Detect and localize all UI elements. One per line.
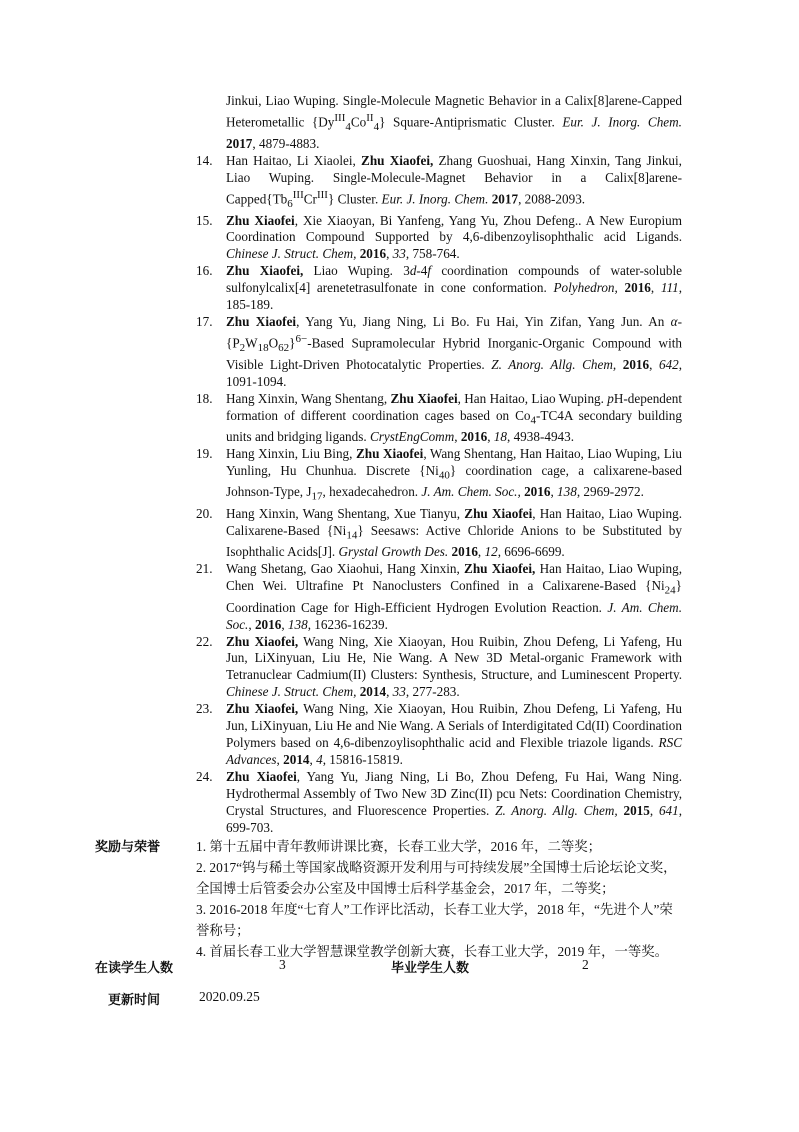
- award-item: 1. 第十五届中青年教师讲课比赛，长春工业大学，2016 年，二等奖；: [196, 839, 602, 854]
- publication-citation: Hang Xinxin, Wang Shentang, Zhu Xiaofei, Han Haitao, Liao Wuping. pH-dependent formation of different coordination cages based on $Co_4-TC4A$ secondary building units and bridging ligands. CrystEngComm, 2016, 18, 4938-4943.: [226, 390, 682, 445]
- current-students-value: 3: [279, 957, 286, 972]
- publication-item: [196, 391, 682, 446]
- publication-item: [196, 263, 682, 314]
- publication-item: [196, 314, 682, 391]
- publication-citation: Hang Xinxin, Liu Bing, Zhu Xiaofei, Wang Shentang, Han Haitao, Liao Wuping, Liu Yunling, Hu Chunhua. Discrete $\{Ni_{40}\}$ coordination cage, a calixarene-based Johnson-Type, $J_{17}$, hexadecahedron. J. Am. Chem. Soc., 2016, 138, 2969-2972.: [226, 445, 683, 504]
- publication-number: 15.: [196, 212, 213, 228]
- publication-citation: Zhu Xiaofei, Yang Yu, Jiang Ning, Li Bo, Zhou Defeng, Fu Hai, Wang Ning. Hydrothermal Assembly of Two New 3D Zinc(II) pcu Nets: Coordination Chemistry, Crystal Structures, and Fluorescence Properties. Z. Anorg. Allg. Chem, 2015, 641, 699-703.: [226, 768, 683, 835]
- publication-item: [196, 561, 682, 633]
- publication-citation: Zhu Xiaofei, Liao Wuping. 3d-4f coordination compounds of water-soluble sulfonylcalix[4] arenetetrasulfonate in cone conformation. Polyhedron, 2016, 111, 185-189.: [226, 263, 683, 313]
- publication-citation: Han Haitao, Li Xiaolei, Zhu Xiaofei, Zhang Guoshuai, Hang Xinxin, Tang Jinkui, Liao Wuping. Single-Molecule-Magnet Behavior in a $Calix[8]arene-Capped\{Tb_6^{III}Cr^{III}\}$ Cluster. Eur. J. Inorg. Chem. 2017, 2088-2093.: [226, 152, 682, 210]
- publication-item: [196, 701, 682, 769]
- publication-citation: Zhu Xiaofei, Wang Ning, Xie Xiaoyan, Hou Ruibin, Zhou Defeng, Li Yafeng, Hu Jun, LiXinyuan, Liu He and Nie Wang. A Serials of Interdigitated Cd(II) Coordination Polymers based on 4,6-dibenzoylisophthalic acid and Flexible triazole ligands. RSC Advances, 2014, 4, 15816-15819.: [226, 701, 682, 767]
- publication-list: [196, 93, 682, 836]
- publication-item: [196, 93, 682, 153]
- publication-number: 18.: [196, 390, 213, 406]
- publication-number: 20.: [196, 505, 213, 521]
- publication-item: [196, 634, 682, 702]
- publication-item: [196, 213, 682, 264]
- publication-number: 22.: [196, 633, 213, 649]
- publication-number: 21.: [196, 561, 213, 577]
- publication-number: 19.: [196, 445, 213, 461]
- update-time-label: 更新时间: [108, 993, 161, 1008]
- publication-citation: Zhu Xiaofei, Xie Xiaoyan, Bi Yanfeng, Yang Yu, Zhou Defeng.. A New Europium Coordination Compound Supported by 4,6-dibenzoylisophthalic acid Ligands. Chinese J. Struct. Chem, 2016, 33, 758-764.: [226, 212, 682, 262]
- publication-citation: Zhu Xiaofei, Wang Ning, Xie Xiaoyan, Hou Ruibin, Zhou Defeng, Li Yafeng, Hu Jun, LiXinyuan, Liu He, Nie Wang. A New 3D Metal-organic Framework with Tetranuclear Cadmium(II) Clusters: Synthesis, Structure, and Luminescent Property. Chinese J. Struct. Chem, 2014, 33, 277-283.: [226, 633, 682, 700]
- publication-number: 23.: [196, 701, 213, 717]
- publication-item: [196, 506, 682, 561]
- graduated-students-value: 2: [582, 957, 589, 972]
- publication-citation: Hang Xinxin, Wang Shentang, Xue Tianyu, Zhu Xiaofei, Han Haitao, Liao Wuping. Calixarene-Based $\{Ni_{14}\}$ Seesaws: Active Chloride Anions to be Substituted by Isophthalic Acids[J]. Grystal Growth Des. 2016, 12, 6696-6699.: [226, 505, 683, 560]
- publication-item: [196, 446, 682, 506]
- graduated-students-label: 毕业学生人数: [391, 961, 470, 976]
- awards-list: [196, 836, 686, 962]
- publication-citation: Wang Shetang, Gao Xiaohui, Hang Xinxin, Zhu Xiaofei, Han Haitao, Liao Wuping, Chen Wei. Ultrafine Pt Nanoclusters Confined in a Calixarene-Based $\{Ni_{24}\}$ Coordination Cage for High-Efficient Hydrogen Evolution Reaction. J. Am. Chem. Soc., 2016, 138, 16236-16239.: [226, 561, 682, 632]
- award-item: 3. 2016-2018 年度“七育人”工作评比活动，长春工业大学，2018 年，“先进个人”荣誉称号；: [196, 902, 673, 938]
- publication-number: 16.: [196, 263, 213, 279]
- award-item: 4. 首届长春工业大学智慧课堂教学创新大赛，长春工业大学，2019 年，一等奖。: [196, 944, 669, 959]
- publication-number: 17.: [196, 313, 213, 329]
- update-time-value: 2020.09.25: [199, 989, 260, 1004]
- publication-citation: Zhu Xiaofei, Yang Yu, Jiang Ning, Li Bo. Fu Hai, Yin Zifan, Yang Jun. An $\alpha-\{P_2W_{18}O_{62}\}^{6-}$-Based Supramolecular Hybrid Inorganic-Organic Compound with Visible Light-Driven Photocatalytic Properties. Z. Anorg. Allg. Chem, 2016, 642, 1091-1094.: [226, 313, 683, 389]
- publication-citation: Jinkui, Liao Wuping. Single-Molecule Magnetic Behavior in a Calix[8]arene-Capped Heterometallic $\{Dy^{III}_4Co^{II}_4\}$ Square-Antiprismatic Cluster. Eur. J. Inorg. Chem. 2017, 4879-4883.: [226, 93, 682, 151]
- award-item: 2. 2017“钨与稀土等国家战略资源开发利用与可持续发展”全国博士后论坛论文奖，全国博士后管委会办公室及中国博士后科学基金会，2017 年，二等奖；: [196, 860, 677, 896]
- publication-number: 14.: [196, 152, 213, 168]
- publication-item: [196, 769, 682, 837]
- publication-item: [196, 153, 682, 213]
- current-students-label: 在读学生人数: [95, 961, 174, 976]
- awards-label: 奖励与荣誉: [95, 840, 161, 855]
- publication-number: 24.: [196, 768, 213, 784]
